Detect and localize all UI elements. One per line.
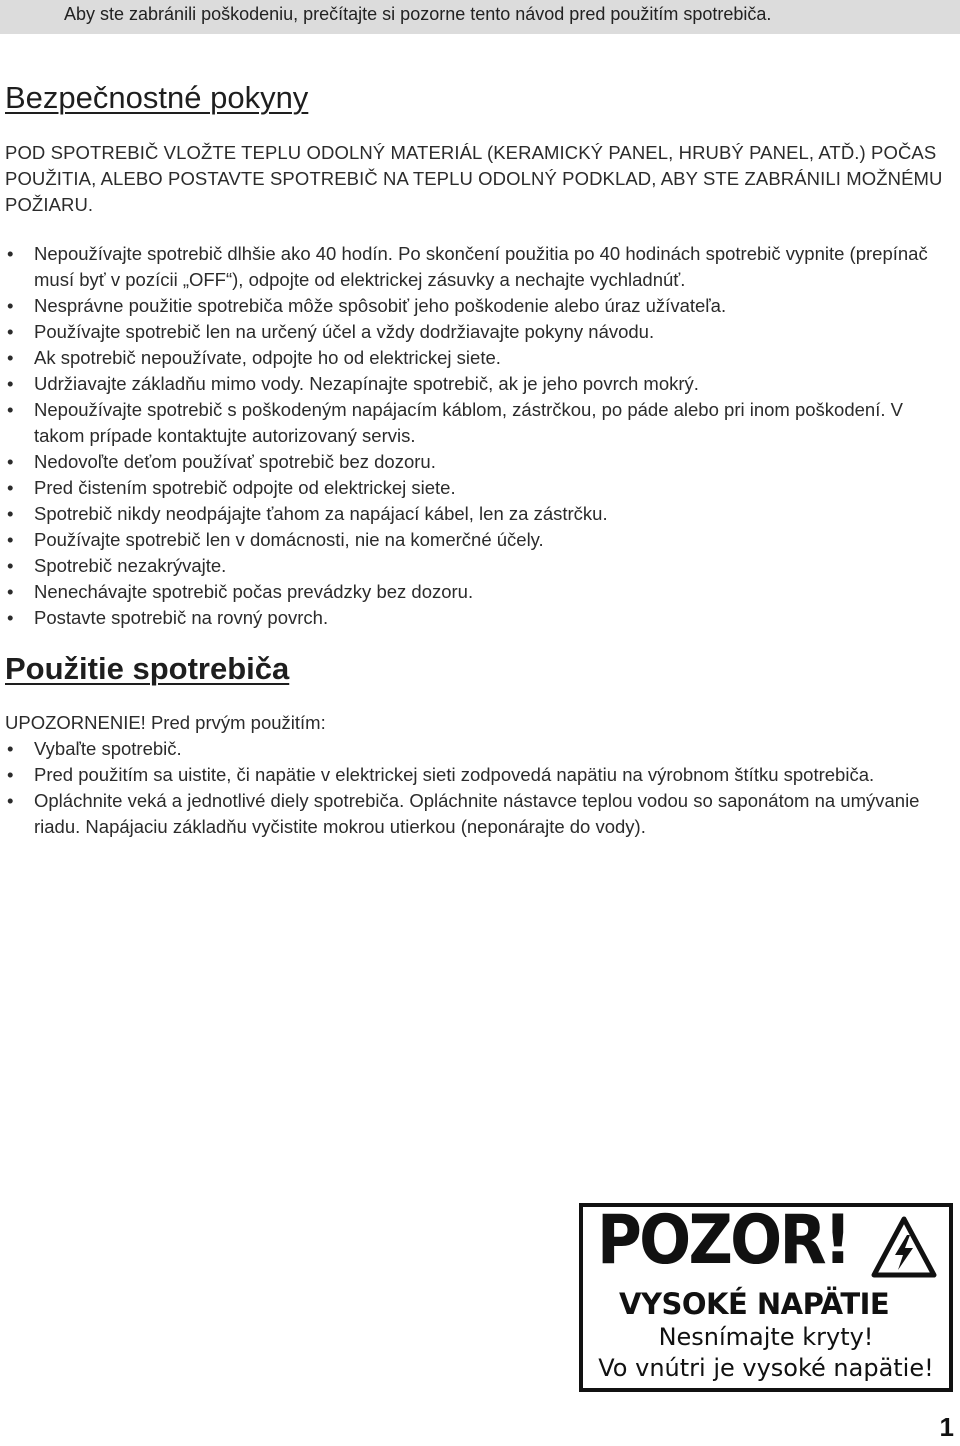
list-item: • Nepoužívajte spotrebič s poškodeným napájacím káblom, zástrčkou, po páde alebo pri inom poškodení. V takom prípade kontaktujte autorizovaný servis. <box>0 397 955 449</box>
high-voltage-warning-label <box>579 1203 953 1392</box>
list-item: • Postavte spotrebič na rovný povrch. <box>0 605 955 631</box>
safety-list <box>0 241 955 631</box>
list-item: • Vybaľte spotrebič. <box>0 736 955 762</box>
list-item: • Nepoužívajte spotrebič dlhšie ako 40 hodín. Po skončení použitia po 40 hodinách spotrebič vypnite (prepínač musí byť v pozícii „OFF“), odpojte od elektrickej zásuvky a nechajte vychladnúť. <box>0 241 955 293</box>
list-item: • Udržiavajte základňu mimo vody. Nezapínajte spotrebič, ak je jeho povrch mokrý. <box>0 371 955 397</box>
safety-heading: Bezpečnostné pokyny <box>5 80 309 115</box>
warning-line-2: Vo vnútri je vysoké napätie! <box>598 1354 934 1382</box>
warning-line-1: Nesnímajte kryty! <box>658 1323 874 1351</box>
top-banner <box>0 0 960 34</box>
warning-subtitle: VYSOKÉ NAPÄTIE <box>619 1287 890 1321</box>
list-item: • Opláchnite veká a jednotlivé diely spotrebiča. Opláchnite nástavce teplou vodou so saponátom na umývanie riadu. Napájaciu základňu vyčistite mokrou utierkou (neponárajte do vody). <box>0 788 955 840</box>
list-item: • Používajte spotrebič len na určený účel a vždy dodržiavajte pokyny návodu. <box>0 319 955 345</box>
warning-title: POZOR! <box>597 1201 850 1280</box>
list-item: • Ak spotrebič nepoužívate, odpojte ho od elektrickej siete. <box>0 345 955 371</box>
safety-warning: POD SPOTREBIČ VLOŽTE TEPLU ODOLNÝ MATERIÁL (KERAMICKÝ PANEL, HRUBÝ PANEL, ATĎ.) POČAS POUŽITIA, ALEBO POSTAVTE SPOTREBIČ NA TEPLU ODOLNÝ PODKLAD, ABY STE ZABRÁNILI MOŽNÉMU POŽIARU. <box>5 142 943 215</box>
usage-intro: UPOZORNENIE! Pred prvým použitím: <box>5 712 326 733</box>
list-item: • Pred použitím sa uistite, či napätie v elektrickej sieti zodpovedá napätiu na výrobnom štítku spotrebiča. <box>0 762 955 788</box>
list-item: • Spotrebič nezakrývajte. <box>0 553 955 579</box>
list-item: • Nesprávne použitie spotrebiča môže spôsobiť jeho poškodenie alebo úraz užívateľa. <box>0 293 955 319</box>
usage-list <box>0 736 955 840</box>
usage-heading: Použitie spotrebiča <box>5 651 290 686</box>
list-item: • Spotrebič nikdy neodpájajte ťahom za napájací kábel, len za zástrčku. <box>0 501 955 527</box>
list-item: • Pred čistením spotrebič odpojte od elektrickej siete. <box>0 475 955 501</box>
high-voltage-icon <box>871 1215 937 1281</box>
list-item: • Používajte spotrebič len v domácnosti, nie na komerčné účely. <box>0 527 955 553</box>
page-number: 1 <box>939 1412 954 1442</box>
list-item: • Nedovoľte deťom používať spotrebič bez dozoru. <box>0 449 955 475</box>
banner-text: Aby ste zabránili poškodeniu, prečítajte si pozorne tento návod pred použitím spotrebiča. <box>64 4 772 24</box>
list-item: • Nenechávajte spotrebič počas prevádzky bez dozoru. <box>0 579 955 605</box>
